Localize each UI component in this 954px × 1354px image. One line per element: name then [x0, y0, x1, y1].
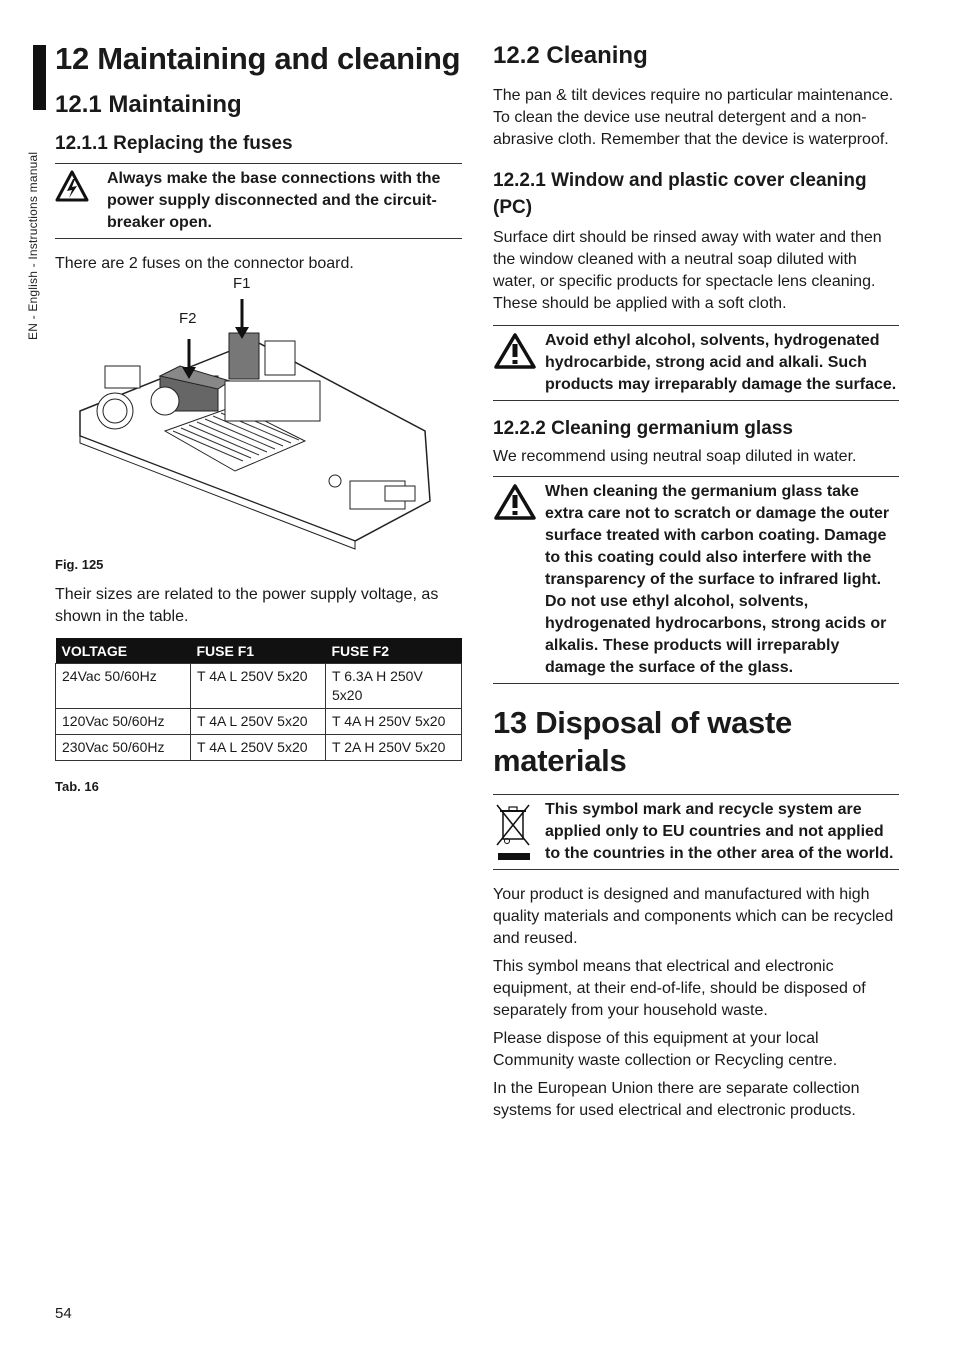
table-row: [56, 735, 462, 761]
table-cell: T 6.3A H 250V 5x20: [326, 664, 462, 709]
table-cell: 120Vac 50/60Hz: [56, 709, 191, 735]
crossed-bin-icon: [493, 799, 545, 865]
fuse-board-figure: [55, 275, 462, 551]
warning-weee-text: This symbol mark and recycle system are applied only to EU countries and not applied to the countries in the other area of the world.: [545, 801, 894, 862]
left-column: [55, 38, 462, 794]
table-cell: T 4A L 250V 5x20: [191, 664, 326, 709]
heading-12-2-1: 12.2.1 Window and plastic cover cleaning (PC): [493, 170, 867, 218]
heading-12-1: 12.1 Maintaining: [55, 91, 242, 118]
warning-icon: [493, 481, 545, 679]
table-cell: T 2A H 250V 5x20: [326, 735, 462, 761]
table-cell: 230Vac 50/60Hz: [56, 735, 191, 761]
column-header: FUSE F2: [326, 638, 462, 664]
side-label: EN - English - Instructions manual: [26, 151, 40, 340]
right-column: [493, 38, 899, 1122]
warning-icon: [493, 330, 545, 396]
fuses-paragraph: There are 2 fuses on the connector board.: [55, 255, 354, 272]
cleaning-paragraph: The pan & tilt devices require no particular maintenance. To clean the device use neutral detergent and a non-abrasive cloth. Remember that the device is waterproof.: [493, 87, 894, 148]
warning-germanium: [493, 476, 899, 684]
warning-weee: [493, 794, 899, 870]
fuse-table: [55, 638, 462, 761]
figure-label-f2: F2: [179, 310, 197, 327]
heading-13: 13 Disposal of waste materials: [493, 705, 792, 778]
heading-12-2: 12.2 Cleaning: [493, 42, 648, 69]
page-number: 54: [55, 1305, 72, 1322]
table-cell: T 4A H 250V 5x20: [326, 709, 462, 735]
disposal-paragraph-2: This symbol means that electrical and electronic equipment, at their end-of-life, should be disposed of separately from your household waste.: [493, 958, 866, 1019]
disposal-paragraph-4: In the European Union there are separate collection systems for used electrical and electronic products.: [493, 1080, 860, 1119]
window-cleaning-paragraph: Surface dirt should be rinsed away with water and then the window cleaned with a neutral soap diluted with water, or specific products for spectacle lens cleaning. These should be applied with a soft cloth.: [493, 229, 882, 312]
table-cell: 24Vac 50/60Hz: [56, 664, 191, 709]
connector-board-illustration: [55, 281, 462, 551]
table-cell: T 4A L 250V 5x20: [191, 735, 326, 761]
column-header: VOLTAGE: [56, 638, 191, 664]
table-row: [56, 709, 462, 735]
warning-electrical-text: Always make the base connections with the power supply disconnected and the circuit-breaker open.: [107, 170, 441, 231]
disposal-paragraph-3: Please dispose of this equipment at your local Community waste collection or Recycling centre.: [493, 1030, 838, 1069]
electrical-hazard-icon: [55, 168, 107, 234]
disposal-paragraph-1: Your product is designed and manufactured with high quality materials and components which can be recycled and reused.: [493, 886, 894, 947]
table-cell: T 4A L 250V 5x20: [191, 709, 326, 735]
heading-12: 12 Maintaining and cleaning: [55, 41, 461, 76]
column-header: FUSE F1: [191, 638, 326, 664]
heading-12-1-1: 12.1.1 Replacing the fuses: [55, 133, 293, 154]
warning-alcohol: [493, 325, 899, 401]
sizes-paragraph: Their sizes are related to the power supply voltage, as shown in the table.: [55, 586, 439, 625]
warning-electrical: [55, 163, 462, 239]
warning-germanium-text: When cleaning the germanium glass take extra care not to scratch or damage the outer surface treated with carbon coating. Damage to this coating could also interfere with the transparency of the surface to infrared light. Do not use ethyl alcohol, solvents, hydrogenated hydrocarbons, strong acids or alkalis. These products will irreparably damage the surface of the glass.: [545, 483, 890, 676]
germanium-paragraph: We recommend using neutral soap diluted in water.: [493, 448, 857, 465]
table-row: [56, 664, 462, 709]
table-caption: Tab. 16: [55, 779, 99, 794]
heading-12-2-2: 12.2.2 Cleaning germanium glass: [493, 418, 793, 439]
figure-label-f1: F1: [233, 275, 251, 292]
table-header-row: [56, 638, 462, 664]
figure-caption: Fig. 125: [55, 557, 104, 572]
warning-alcohol-text: Avoid ethyl alcohol, solvents, hydrogenated hydrocarbide, strong acid and alkali. Such products may irreparably damage the surface.: [545, 332, 897, 393]
